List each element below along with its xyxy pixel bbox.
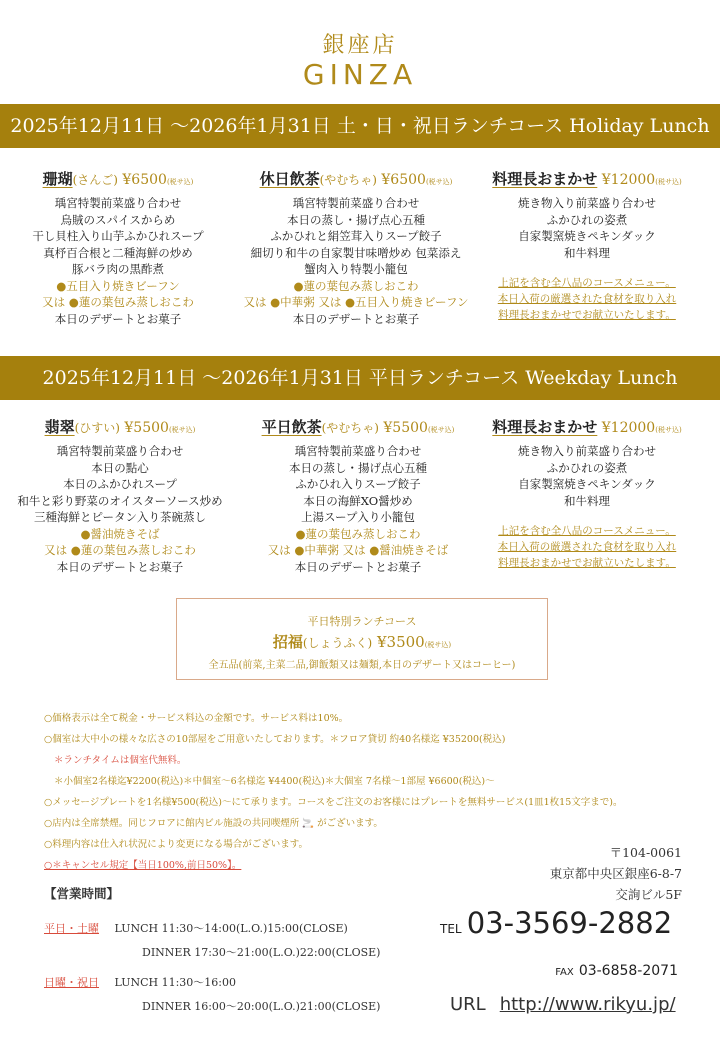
note-line: ○価格表示は全て税金・サービス料込の金額です。サービス料は10%。 [44, 713, 349, 724]
note-line: ○料理内容は仕入れ状況により変更になる場合がございます。 [44, 839, 309, 850]
course-tax: (税サ込) [425, 178, 453, 186]
menu-item: 瑀宮特製前菜盛り合わせ [56, 444, 184, 458]
menu-item: 瑀宮特製前菜盛り合わせ [292, 196, 420, 210]
special-course-title [177, 631, 547, 652]
address-line-2: 交詢ビル5F [615, 887, 682, 902]
menu-item: 本日の海鮮XO醤炒め [303, 493, 413, 508]
menu-item: 蟹肉入り特製小籠包 [304, 262, 408, 276]
course-price: ¥5500 [119, 420, 169, 436]
menu-item: ●蓮の葉包み蒸しおこわ [293, 278, 419, 293]
course-column [240, 416, 476, 575]
tel-label: TEL [440, 922, 462, 936]
course-note [476, 523, 698, 571]
note-line: ＊小個室2名様迄¥2200(税込)＊中個室〜6名様迄 ¥4400(税込)＊大個室 7名様〜1部屋 ¥6600(税込)〜 [54, 776, 495, 787]
menu-item: 和牛と彩り野菜のオイスターソース炒め [17, 493, 223, 508]
course-note-line: 料理長おまかせでお献立いたします。 [498, 309, 676, 321]
course-name: 休日飲茶 [259, 170, 320, 188]
special-course-name: 招福 [272, 633, 303, 651]
special-course-price: ¥3500 [376, 633, 425, 651]
menu-item: 又は ●蓮の葉包み蒸しおこわ [42, 295, 194, 309]
menu-item: 細切り和牛の自家製甘味噌炒め 包菜添え [250, 245, 462, 260]
course-price: ¥12000 [597, 420, 656, 436]
menu-item: 自家製窯焼きペキンダック [518, 477, 656, 491]
fax-label: FAX [555, 967, 574, 978]
course-items [476, 195, 698, 261]
address-line-1: 東京都中央区銀座6-8-7 [549, 866, 682, 881]
menu-item: 真杼百合根と二種海鮮の炒め [43, 245, 193, 260]
fax [555, 960, 678, 979]
course-price: ¥6500 [117, 172, 167, 188]
menu-item: 又は ●蓮の葉包み蒸しおこわ [44, 543, 196, 557]
note-line: ○メッセージプレートを1名様¥500(税込)〜にて承ります。コースをご注文のお客様にはプレートを無料サービス(1皿1枚15文字まで)。 [44, 797, 623, 808]
course-note-line: 本日入荷の厳選された食材を取り入れ [497, 293, 677, 305]
special-course-tax: (税サ込) [424, 641, 452, 649]
note-line: ○＊キャンセル規定【当日100%,前日50%】。 [44, 860, 242, 871]
course-reading: (やむちゃ) [319, 173, 377, 187]
menu-item: 和牛料理 [564, 245, 610, 260]
menu-item: 本日の蒸し・揚げ点心五種 [289, 460, 427, 475]
store-name-kanji: 銀座店 [322, 33, 398, 58]
store-name-latin: GINZA [302, 58, 418, 91]
course-column [0, 416, 240, 575]
menu-item: 烏賊のスパイスからめ [60, 212, 176, 227]
course-price: ¥6500 [376, 172, 426, 188]
course-name: 平日飲茶 [261, 418, 322, 436]
course-header [0, 416, 240, 437]
menu-item: 本日のデザートとお菓子 [292, 311, 420, 326]
course-header [236, 168, 476, 189]
course-reading: (さんご) [72, 173, 118, 187]
course-reading: (ひすい) [74, 421, 120, 435]
course-note-line: 本日入荷の厳選された食材を取り入れ [497, 541, 677, 553]
menu-item: 本日のふかひれスープ [63, 477, 177, 491]
course-name: 料理長おまかせ [492, 170, 598, 188]
course-items [0, 195, 236, 327]
menu-item: ふかひれの姿煮 [546, 212, 628, 227]
menu-item: ●五目入り焼きビーフン [56, 278, 180, 293]
menu-item: 本日のデザートとお菓子 [54, 311, 182, 326]
course-name: 翡翠 [44, 418, 75, 436]
menu-item: 干し貝柱入り山芋ふかひれスープ [32, 229, 204, 243]
menu-item: ふかひれ入りスープ餃子 [295, 477, 421, 491]
menu-item: 瑀宮特製前菜盛り合わせ [54, 196, 182, 210]
postal-code: 〒104-0061 [609, 845, 682, 860]
course-items [236, 195, 476, 327]
course-header [476, 416, 698, 437]
holiday-lunch-banner: 2025年12月11日 〜2026年1月31日 土・日・祝日ランチコース Holiday Lunch [0, 104, 720, 148]
menu-item: 焼き物入り前菜盛り合わせ [518, 196, 656, 210]
menu-item: 本日のデザートとお菓子 [294, 559, 422, 574]
website-link[interactable]: http://www.rikyu.jp/ [499, 994, 676, 1015]
note-line: ○店内は全席禁煙。同じフロアに館内ビル施設の共同喫煙所 🚬 がございます。 [44, 818, 383, 829]
hours-line: DINNER 16:00〜20:00(L.O.)21:00(CLOSE) [142, 1000, 381, 1013]
tel-number[interactable]: 03-3569-2882 [466, 906, 673, 940]
course-note-line: 上記を含む全八品のコースメニュー。 [498, 277, 676, 289]
note-line: ＊ランチタイムは個室代無料。 [54, 755, 187, 766]
hours-line: DINNER 17:30〜21:00(L.O.)22:00(CLOSE) [142, 946, 381, 959]
course-tax: (税サ込) [427, 426, 455, 434]
special-course-reading: (しょうふく) [302, 636, 373, 650]
course-header [240, 416, 476, 437]
menu-item: 焼き物入り前菜盛り合わせ [518, 444, 656, 458]
course-items [240, 443, 476, 575]
menu-item: 又は ●中華粥 又は ●五目入り焼きビーフン [243, 295, 469, 309]
menu-item: 上湯スープ入り小籠包 [301, 510, 415, 524]
course-header [476, 168, 698, 189]
menu-item: 本日のデザートとお菓子 [56, 559, 184, 574]
course-reading: (やむちゃ) [321, 421, 379, 435]
special-course-desc: 全五品(前菜,主菜二品,御飯類又は麺類,本日のデザート又はコーヒー) [208, 660, 516, 671]
menu-item: 和牛料理 [564, 493, 610, 508]
hours-row-weekday [44, 920, 348, 936]
menu-item: 又は ●中華粥 又は ●醤油焼きそば [267, 543, 449, 557]
hours-day-label: 日曜・祝日 [44, 976, 99, 989]
course-column [476, 168, 698, 323]
course-tax: (税サ込) [166, 178, 194, 186]
course-column [476, 416, 698, 571]
telephone [440, 906, 672, 940]
course-note [476, 275, 698, 323]
weekday-lunch-banner: 2025年12月11日 〜2026年1月31日 平日ランチコース Weekday Lunch [0, 356, 720, 400]
menu-item: 本日の蒸し・揚げ点心五種 [287, 212, 425, 227]
course-name: 料理長おまかせ [492, 418, 598, 436]
website [450, 994, 676, 1015]
course-tax: (税サ込) [655, 178, 682, 186]
course-name: 珊瑚 [42, 170, 73, 188]
course-price: ¥5500 [378, 420, 428, 436]
hours-line: LUNCH 11:30〜14:00(L.O.)15:00(CLOSE) [114, 922, 348, 935]
hours-title: 【営業時間】 [44, 886, 120, 901]
hours-line: LUNCH 11:30〜16:00 [114, 976, 237, 989]
course-column [0, 168, 236, 327]
menu-item: ふかひれと絹笠茸入りスープ餃子 [270, 229, 442, 243]
course-note-line: 上記を含む全八品のコースメニュー。 [498, 525, 676, 537]
course-tax: (税サ込) [655, 426, 682, 434]
menu-item: 自家製窯焼きペキンダック [518, 229, 656, 243]
course-header [0, 168, 236, 189]
menu-item: 豚バラ肉の黒酢煮 [72, 262, 164, 276]
course-items [476, 443, 698, 509]
special-course-box [176, 598, 548, 680]
menu-item: ふかひれの姿煮 [546, 460, 628, 475]
url-label: URL [450, 994, 486, 1015]
hours-day-label: 平日・土曜 [44, 922, 99, 935]
menu-item: 三種海鮮とピータン入り茶碗蒸し [33, 510, 207, 524]
menu-item: ●蓮の葉包み蒸しおこわ [295, 526, 421, 541]
menu-item: 瑀宮特製前菜盛り合わせ [294, 444, 422, 458]
course-tax: (税サ込) [168, 426, 196, 434]
note-line: ○個室は大中小の様々な広さの10部屋をご用意いたしております。＊フロア貸切 約40名様迄 ¥35200(税込) [44, 734, 506, 745]
course-price: ¥12000 [597, 172, 656, 188]
address-block [550, 842, 682, 905]
hours-row-holiday [44, 974, 236, 990]
course-items [0, 443, 240, 575]
course-column [236, 168, 476, 327]
fax-number: 03-6858-2071 [578, 963, 678, 979]
menu-item: 本日の點心 [91, 460, 149, 475]
business-hours [44, 884, 444, 902]
course-note-line: 料理長おまかせでお献立いたします。 [498, 557, 676, 569]
special-course-label: 平日特別ランチコース [307, 615, 417, 628]
menu-item: ●醤油焼きそば [80, 526, 160, 541]
